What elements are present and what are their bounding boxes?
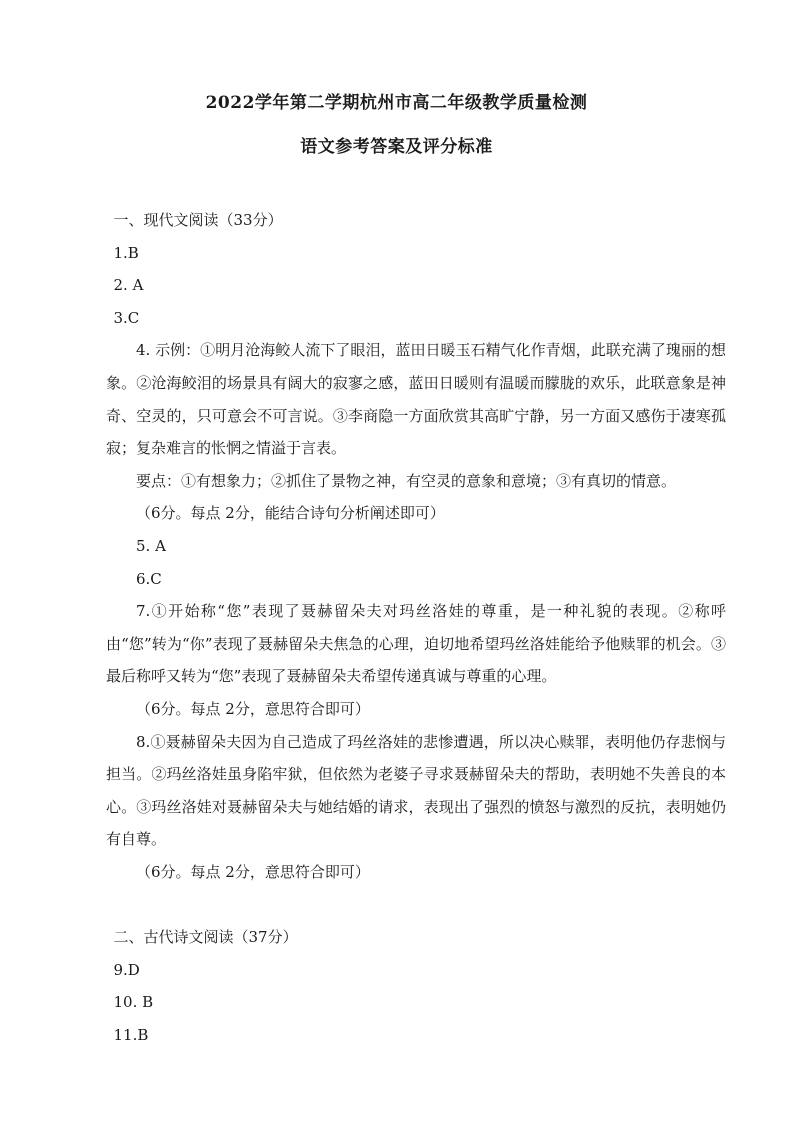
answer-q7-score: （6分。每点 2分，意思符合即可） [136,699,370,718]
document-subtitle: 语文参考答案及评分标准 [300,137,493,157]
answer-q4-score: （6分。每点 2分，能结合诗句分析阐述即可） [136,504,445,523]
section-heading-modern-reading: 一、现代文阅读（33分） [113,211,283,229]
answer-q5: 5. A [136,536,166,555]
answer-q10: 10. B [113,993,154,1012]
answer-q2: 2. A [113,276,144,295]
answer-q1: 1.B [113,243,139,262]
answer-q8-score: （6分。每点 2分，意思符合即可） [136,862,370,881]
answer-content [106,204,726,1051]
answer-q3: 3.C [113,308,140,327]
answer-q4: 4. 示例：①明月沧海鲛人流下了眼泪，蓝田日暖玉石精气化作青烟，此联充满了瑰丽的想象。②沧海鲛泪的场景具有阔大的寂寥之感，蓝田日暖则有温暖而朦胧的欢乐，此联意象是神奇、空灵的，只可意会不可言说。③李商隐一方面欣赏其高旷宁静，另一方面又感伤于凄寒孤寂；复杂难言的怅惘之情溢于言表。 [106,341,726,458]
section-heading-classical-reading: 二、古代诗文阅读（37分） [113,928,298,947]
document-title: 2022学年第二学期杭州市高二年级教学质量检测 [205,93,588,113]
answer-q4-points: 要点：①有想象力；②抓住了景物之神，有空灵的意象和意境；③有真切的情意。 [136,471,677,490]
answer-q11: 11.B [113,1025,149,1044]
answer-q9: 9.D [113,960,140,979]
answer-q7: 7.①开始称“您”表现了聂赫留朵夫对玛丝洛娃的尊重，是一种礼貌的表现。②称呼由“您”转为“你”表现了聂赫留朵夫焦急的心理，迫切地希望玛丝洛娃能给予他赎罪的机会。③最后称呼又转为“您”表现了聂赫留朵夫希望传递真诚与尊重的心理。 [106,602,726,686]
answer-q6: 6.C [136,569,162,588]
section-spacer [106,888,726,921]
answer-q8: 8.①聂赫留朵夫因为自己造成了玛丝洛娃的悲惨遭遇，所以决心赎罪，表明他仍存悲悯与担当。②玛丝洛娃虽身陷牢狱，但依然为老婆子寻求聂赫留朵夫的帮助，表明她不失善良的本心。③玛丝洛娃对聂赫留朵夫与她结婚的请求，表现出了强烈的愤怒与激烈的反抗，表明她仍有自尊。 [106,732,726,849]
